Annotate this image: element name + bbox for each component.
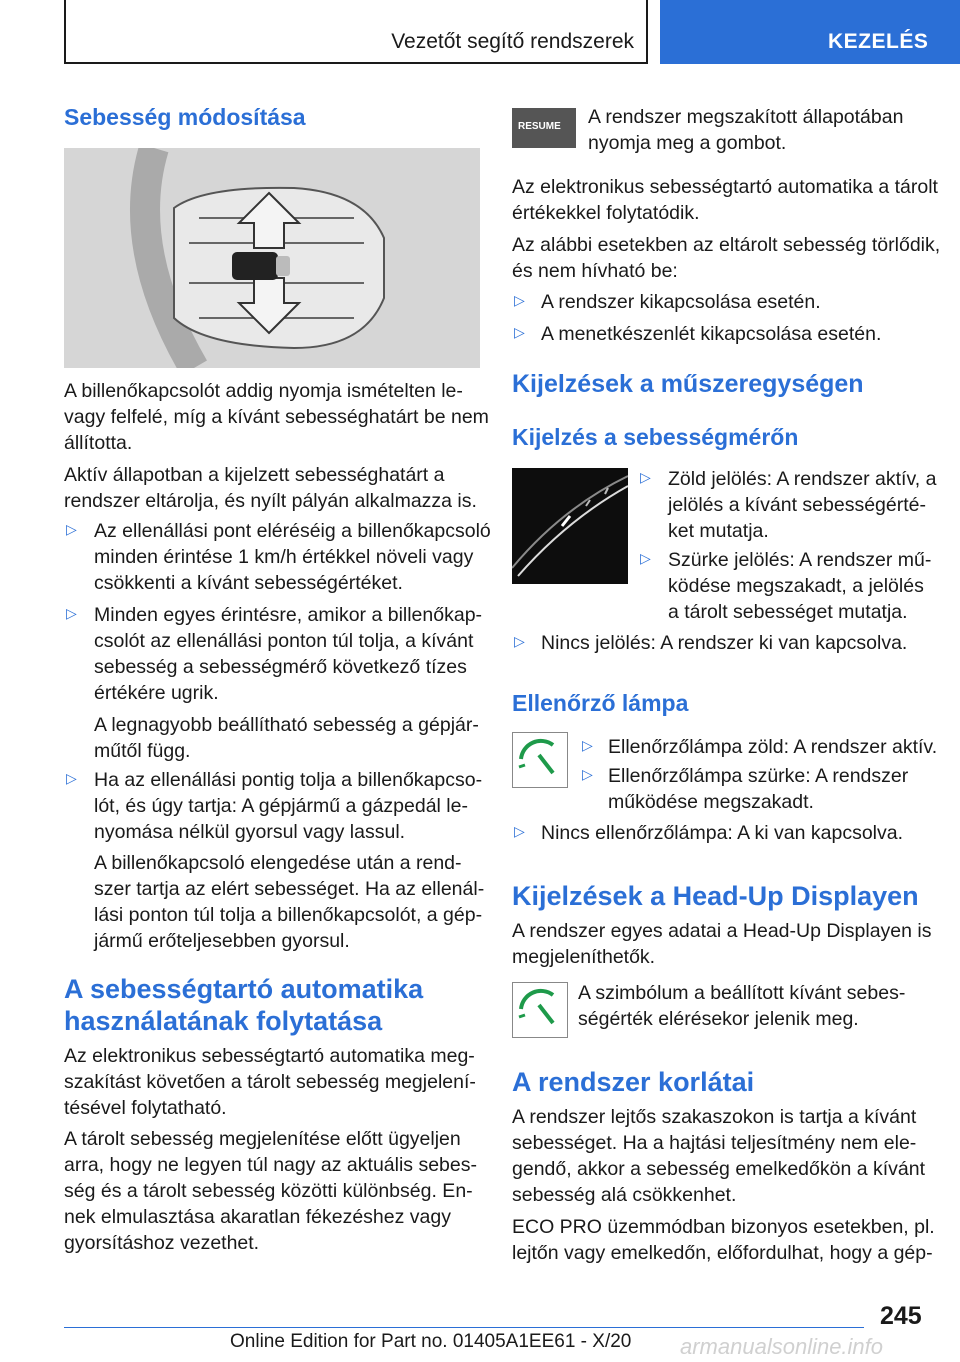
para-line: szakítást követően a tárolt sebesség megjelení- (64, 1071, 476, 1093)
triangle-bullet-icon: ▷ (66, 521, 77, 537)
bullet-line: minden érintése 1 km/h értékkel növeli vagy (94, 546, 474, 568)
indicator-lamp-image (512, 732, 568, 788)
chapter-tab[interactable] (660, 0, 960, 64)
para-line: ECO PRO üzemmódban bizonyos esetekben, pl. (512, 1216, 935, 1238)
para-line: A rendszer megszakított állapotában (588, 106, 904, 128)
bullet-note-line: szer tartja az elért sebességet. Ha az ellenál- (94, 878, 485, 900)
triangle-bullet-icon: ▷ (514, 633, 525, 649)
para-line: gendő, akkor a sebesség emelkedőkön a kívánt (512, 1158, 926, 1180)
bullet-line: csolót az ellenállási ponton túl tolja, a kívánt (94, 630, 474, 652)
heading-resume (64, 973, 423, 1037)
bullet-line: A rendszer kikapcsolása esetén. (541, 291, 821, 313)
para-line: A tárolt sebesség megjelenítése előtt ügyeljen (64, 1128, 461, 1150)
para-line: A billenőkapcsolót addig nyomja ismételten le- (64, 380, 463, 402)
heading-indicator-lamp: Ellenőrző lámpa (512, 690, 689, 716)
speedometer-image (512, 468, 628, 584)
triangle-bullet-icon: ▷ (582, 766, 593, 782)
heading-speedometer: Kijelzés a sebességmérőn (512, 424, 799, 450)
speedometer-icon (512, 468, 628, 584)
bullet-line: ket mutatja. (668, 520, 769, 542)
heading-hud: Kijelzések a Head-Up Displayen (512, 881, 919, 911)
para-line: állította. (64, 432, 133, 454)
triangle-bullet-icon: ▷ (582, 737, 593, 753)
triangle-bullet-icon: ▷ (66, 605, 77, 621)
triangle-bullet-icon: ▷ (640, 550, 651, 566)
steering-wheel-switch-image (64, 148, 480, 368)
para-line: értékekkel folytatódik. (512, 202, 700, 224)
para-line: és nem hívható be: (512, 260, 678, 282)
bullet-note-line: A legnagyobb beállítható sebesség a gépjár- (94, 714, 479, 736)
para-line: vagy felfelé, míg a kívánt sebességhatárt be nem (64, 406, 489, 428)
bullet-line: sebesség a sebességmérő következő tízes (94, 656, 467, 678)
para-line: gyorsításhoz vezethet. (64, 1232, 260, 1254)
triangle-bullet-icon: ▷ (514, 324, 525, 340)
para-line: ség és a tárolt sebesség közötti különbség. En- (64, 1180, 473, 1202)
bullet-line: nyomása nélkül gyorsul vagy lassul. (94, 821, 406, 843)
para-line: Az elektronikus sebességtartó automatika a tárolt (512, 176, 938, 198)
bullet-line: A menetkészenlét kikapcsolása esetén. (541, 323, 882, 345)
rocker-switch-icon (64, 148, 480, 368)
triangle-bullet-icon: ▷ (514, 823, 525, 839)
bullet-line: értékére ugrik. (94, 682, 219, 704)
triangle-bullet-icon: ▷ (640, 469, 651, 485)
bullet-line: Ellenőrzőlámpa szürke: A rendszer (608, 765, 909, 787)
bullet-line: ködése megszakadt, a jelölés (668, 575, 924, 597)
resume-button-image (512, 108, 576, 148)
bullet-line: működése megszakadt. (608, 791, 814, 813)
para-line: arra, hogy ne legyen túl nagy az aktuális sebes- (64, 1154, 477, 1176)
para-line: nyomja meg a gombot. (588, 132, 787, 154)
edition-text: Online Edition for Part no. 01405A1EE61 - X/20 (230, 1331, 632, 1352)
bullet-line: Nincs jelölés: A rendszer ki van kapcsolva. (541, 632, 908, 654)
para-line: sebesség alá csökkenhet. (512, 1184, 737, 1206)
para-line: Az alábbi esetekben az eltárolt sebesség törlődik, (512, 234, 941, 256)
bullet-line: Az ellenállási pont eléréséig a billenőkapcsoló (94, 520, 491, 542)
bullet-line: Nincs ellenőrzőlámpa: A ki van kapcsolva. (541, 822, 904, 844)
heading-limits: A rendszer korlátai (512, 1067, 755, 1097)
para-line: A rendszer lejtős szakaszokon is tartja a kívánt (512, 1106, 917, 1128)
para-line: Az elektronikus sebességtartó automatika meg- (64, 1045, 475, 1067)
heading-speed-change: Sebesség módosítása (64, 104, 306, 130)
para-line: rendszer eltárolja, és nyílt pályán alkalmazza is. (64, 490, 477, 512)
bullet-line: Minden egyes érintésre, amikor a billenőkap- (94, 604, 483, 626)
bullet-line: Zöld jelölés: A rendszer aktív, a (668, 468, 937, 490)
bullet-line: Szürke jelölés: A rendszer mű- (668, 549, 932, 571)
bullet-line: Ha az ellenállási pontig tolja a billenőkapcso- (94, 769, 483, 791)
footer-divider (64, 1327, 864, 1328)
watermark: armanualsonline.info (680, 1334, 884, 1359)
para-line: lejtőn vagy emelkedőn, előfordulhat, hogy a gép- (512, 1242, 933, 1264)
para-line: Aktív állapotban a kijelzett sebességhatárt a (64, 464, 445, 486)
bullet-note-line: A billenőkapcsoló elengedése után a rend- (94, 852, 462, 874)
para-line: ségérték elérésekor jelenik meg. (578, 1008, 859, 1030)
page-number: 245 (880, 1302, 922, 1330)
heading-resume-line: használatának folytatása (64, 1006, 383, 1036)
heading-displays: Kijelzések a műszeregységen (512, 370, 864, 398)
resume-button-text: RESUME (518, 121, 561, 132)
bullet-note-line: műtől függ. (94, 740, 191, 762)
bullet-line: Ellenőrzőlámpa zöld: A rendszer aktív. (608, 736, 938, 758)
para-line: A rendszer egyes adatai a Head-Up Displayen is (512, 920, 932, 942)
bullet-note-line: jármű erőteljesebben gyorsul. (94, 930, 350, 952)
hud-symbol-icon (513, 983, 567, 1037)
bullet-line: csökkenti a kívánt sebességértéket. (94, 572, 403, 594)
hud-symbol-image (512, 982, 568, 1038)
section-title: Vezetőt segítő rendszerek (391, 30, 634, 53)
para-line: sebességet. Ha a hajtási teljesítmény nem ele- (512, 1132, 917, 1154)
heading-resume-line: A sebességtartó automatika (64, 974, 424, 1004)
triangle-bullet-icon: ▷ (514, 292, 525, 308)
speed-lamp-icon (513, 733, 567, 787)
bullet-line: jelölés a kívánt sebességérté- (668, 494, 926, 516)
para-line: A szimbólum a beállított kívánt sebes- (578, 982, 906, 1004)
para-line: megjeleníthetők. (512, 946, 656, 968)
para-line: nek elmulasztása akaratlan fékezéshez vagy (64, 1206, 451, 1228)
bullet-line: a tárolt sebességet mutatja. (668, 601, 908, 623)
bullet-line: lót, és úgy tartja: A gépjármű a gázpedál le- (94, 795, 468, 817)
chapter-tab-label: KEZELÉS (828, 30, 929, 53)
header-box (64, 0, 648, 64)
para-line: tésével folytatható. (64, 1097, 227, 1119)
triangle-bullet-icon: ▷ (66, 770, 77, 786)
bullet-note-line: lási ponton túl tolja a billenőkapcsolót, a gép- (94, 904, 483, 926)
